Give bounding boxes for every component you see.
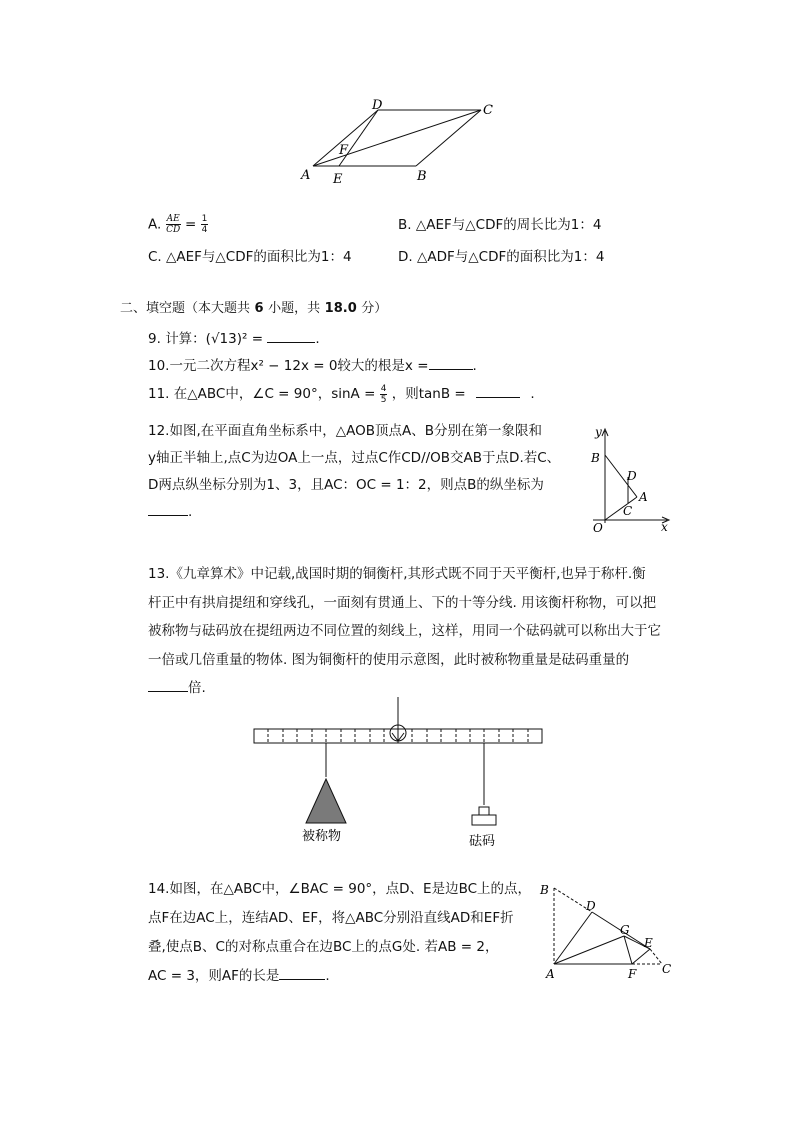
question-10: 10.一元二次方程x² − 12x = 0较大的根是x = . xyxy=(148,355,477,376)
label-D: D xyxy=(372,98,383,113)
axis-y-label: y xyxy=(595,425,602,439)
q13-answer-blank[interactable] xyxy=(148,677,188,692)
point-C-label: C xyxy=(623,504,633,518)
q10-text: 一元二次方程x² − 12x = 0较大的根是x = xyxy=(169,358,429,374)
fig14-E: E xyxy=(644,936,653,950)
q13-line1: 《九章算术》中记载,战国时期的铜衡杆,其形式既不同于天平衡杆,也异于称杆.衡 xyxy=(169,566,646,582)
weight-label: 砝码 xyxy=(469,834,496,849)
fig14-A: A xyxy=(546,967,555,981)
fig14-B: B xyxy=(540,883,549,897)
option-d: D. △ADF与△CDF的面积比为1：4 xyxy=(398,249,605,265)
q10-number: 10. xyxy=(148,358,170,374)
parallelogram-figure xyxy=(295,95,505,190)
question-13: 13.《九章算术》中记载,战国时期的铜衡杆,其形式既不同于天平衡杆,也异于称杆.衡 杆正中有拱肩提纽和穿线孔，一面刻有贯通上、下的十等分线. 用该衡杆称物，可以把 被称物与砝码放在提纽两边不同位置的刻线上，这样，用同一个砝码就可以称出大于它 一倍或几倍重量的物体. 图为铜衡杆的使用示意图，此时被称物重量是砝码重量的 倍. xyxy=(148,566,661,697)
question-9: 9. 计算：(√13)² = . xyxy=(148,328,320,349)
q14-number: 14. xyxy=(148,881,170,897)
question-14: 14.如图，在△ABC中，∠BAC = 90°，点D、E是边BC上的点， 点F在边AC上，连结AD、EF，将△ABC分别沿直线AD和EF折 叠,使点B、C的对称点重合在边BC上的点G处. 若AB = 2， AC = 3，则AF的长是 . xyxy=(148,881,532,984)
q12-answer-blank[interactable] xyxy=(148,501,188,516)
question-11: 11. 在△ABC中，∠C = 90°，sinA = $\frac{4}{5}$ ，则tanB = . xyxy=(148,383,535,405)
point-A-label: A xyxy=(639,490,648,504)
fig14-G: G xyxy=(620,923,630,937)
option-a-prefix: A. xyxy=(148,216,162,233)
fig14-D: D xyxy=(586,899,596,913)
label-F: F xyxy=(339,143,349,158)
option-a-eq: = xyxy=(184,216,197,233)
q11-number: 11. xyxy=(148,386,170,402)
origin-label: O xyxy=(593,521,603,535)
q13-number: 13. xyxy=(148,566,170,582)
balance-beam-figure xyxy=(250,695,550,855)
q14-answer-blank[interactable] xyxy=(279,965,325,980)
q14-line2: 点F在边AC上，连结AD、EF，将△ABC分别沿直线AD和EF折 xyxy=(148,910,514,926)
q11-text: 在△ABC中，∠C = 90°，sinA = xyxy=(173,386,376,402)
point-D-label: D xyxy=(627,469,637,483)
section-heading: 二、填空题（本大题共 6 小题，共 18.0 分） xyxy=(120,301,388,316)
q9-answer-blank[interactable] xyxy=(267,328,315,343)
object-label: 被称物 xyxy=(302,829,342,844)
q9-number: 9. xyxy=(148,331,161,347)
option-a-fraction-right: $\frac{1}{4}$ xyxy=(201,214,208,235)
question-12: 12.如图,在平面直角坐标系中，△AOB顶点A、B分别在第一象限和 y轴正半轴上,点C为边OA上一点，过点C作CD//OB交AB于点D.若C、 D两点纵坐标分别为1、3，且AC：OC = 1：2，则点B的纵坐标为 . xyxy=(148,423,561,520)
label-B: B xyxy=(417,169,427,184)
label-C: C xyxy=(483,103,493,118)
q11-fraction: $\frac{4}{5}$ xyxy=(380,383,387,405)
q9-text: 计算：(√13)² = xyxy=(165,331,264,347)
q11-answer-blank[interactable] xyxy=(476,383,520,398)
option-a-fraction-left: $\frac{AE}{CD}$ xyxy=(166,214,181,235)
q13-line4: 一倍或几倍重量的物体. 图为铜衡杆的使用示意图，此时被称物重量是砝码重量的 xyxy=(148,651,630,668)
point-B-label: B xyxy=(591,451,600,465)
q12-line3: D两点纵坐标分别为1、3，且AC：OC = 1：2，则点B的纵坐标为 xyxy=(148,477,544,493)
fig14-C: C xyxy=(662,962,672,976)
q12-line2: y轴正半轴上,点C为边OA上一点，过点C作CD//OB交AB于点D.若C、 xyxy=(148,450,561,466)
q12-number: 12. xyxy=(148,423,170,439)
q13-line2: 杆正中有拱肩提纽和穿线孔，一面刻有贯通上、下的十等分线. 用该衡杆称物，可以把 xyxy=(148,594,657,611)
label-E: E xyxy=(333,172,343,187)
fig14-F: F xyxy=(628,967,637,981)
label-A: A xyxy=(301,168,311,183)
q13-line3: 被称物与砝码放在提纽两边不同位置的刻线上，这样，用同一个砝码就可以称出大于它 xyxy=(148,623,661,640)
q10-answer-blank[interactable] xyxy=(429,355,473,370)
coordinate-figure xyxy=(575,423,675,535)
q12-line1: 如图,在平面直角坐标系中，△AOB顶点A、B分别在第一象限和 xyxy=(169,423,543,439)
q14-line3: 叠,使点B、C的对称点重合在边BC上的点G处. 若AB = 2， xyxy=(148,939,499,955)
option-c: C. △AEF与△CDF的面积比为1：4 xyxy=(148,249,352,265)
object-triangle xyxy=(306,779,346,823)
option-a xyxy=(148,214,208,235)
q14-line4: AC = 3，则AF的长是 xyxy=(148,968,280,984)
option-b: B. △AEF与△CDF的周长比为1：4 xyxy=(398,217,602,233)
folding-triangle-figure xyxy=(538,880,678,985)
q14-line1: 如图，在△ABC中，∠BAC = 90°，点D、E是边BC上的点， xyxy=(169,881,532,897)
axis-x-label: x xyxy=(661,520,668,534)
